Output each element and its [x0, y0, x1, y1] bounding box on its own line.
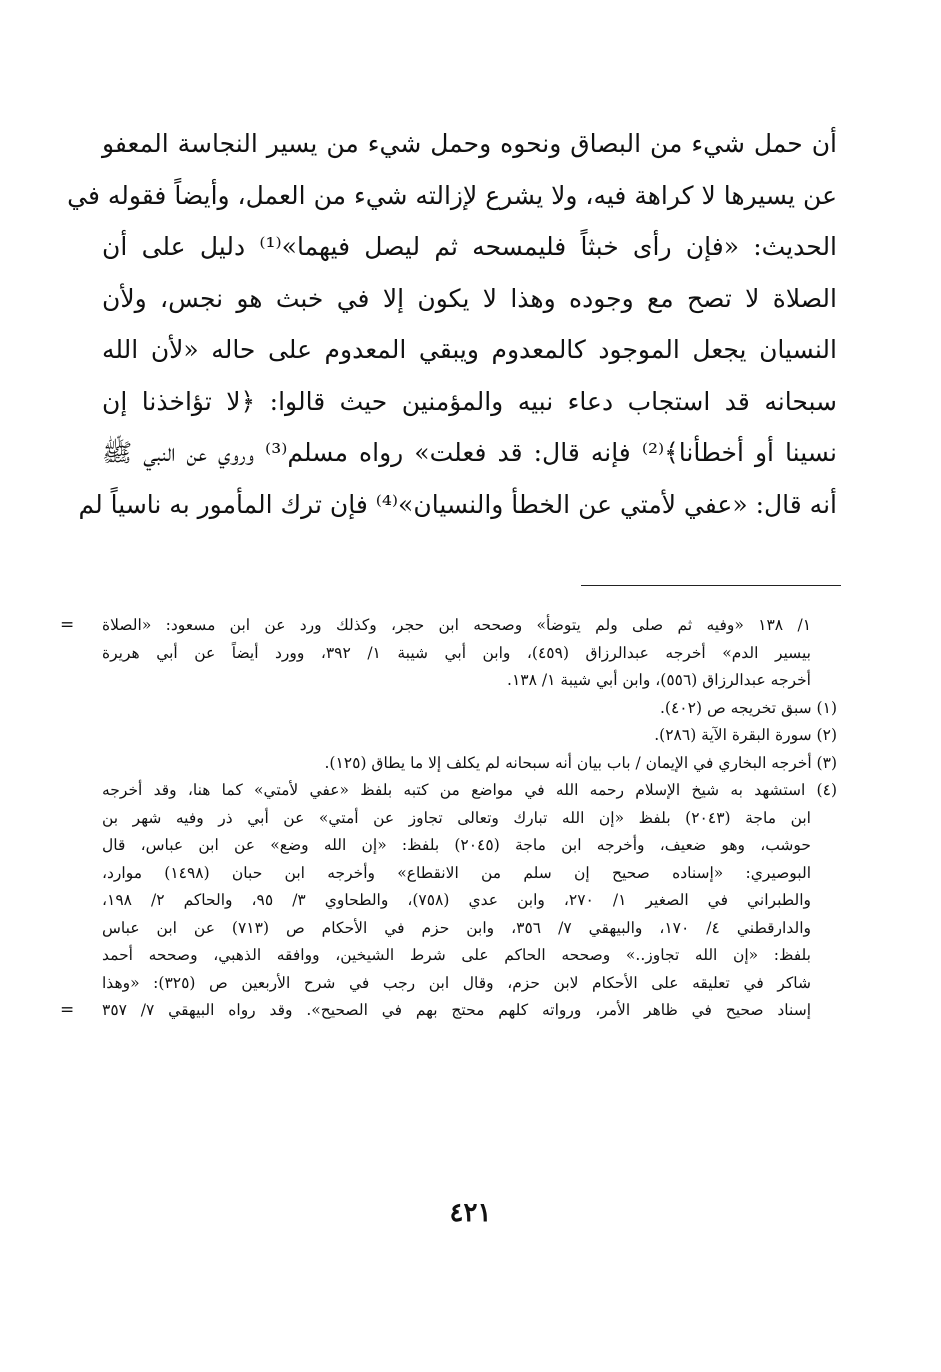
footnote-line: البوصيري: «إسناده صحيح إن سلم من الانقطاع» وأخرجه ابن حبان (١٤٩٨) موارد،: [102, 863, 811, 882]
main-text-block: [67, 118, 838, 530]
footnote-line: ابن ماجة (٢٠٤٣) بلفظ «إن الله تبارك وتعالى تجاوز عن أمتي» عن أبي ذر وفيه شهر بن: [102, 808, 811, 827]
footnote-continuation: [60, 612, 837, 695]
footnotes-block: [60, 612, 837, 1025]
main-text-line: النسيان يجعل الموجود كالمعدوم ويبقي المعدوم على حاله «لأن الله: [102, 335, 837, 364]
footnote-line: بلفظ: «إن الله تجاوز..» وصححه الحاكم على شرط الشيخين، ووافقه الذهبي، وصححه أحمد: [102, 946, 811, 964]
end-marker: =: [60, 1000, 75, 1020]
footnote-3: (٣) أخرجه البخاري في الإيمان / باب بيان أنه سبحانه لم يكلف إلا ما يطاق (١٢٥).: [324, 753, 837, 772]
footnote-line: [60, 997, 837, 1025]
footnote-line: أخرجه عبدالرزاق (٥٥٦)، وابن أبي شيبة ١/ ١٣٨.: [507, 671, 811, 689]
footnote-line: شاكر في تعليقه على الأحكام لابن حزم، وقال ابن رجب في شرح الأربعين ص (٣٢٥): «وهذا: [102, 973, 812, 992]
footnote-4: [60, 777, 837, 1025]
footnote-line: والطبراني في الصغير ١/ ٢٧٠، وابن عدي (٧٥٨)، والطحاوي ٣/ ٩٥، والحاكم ٢/ ١٩٨،: [102, 891, 811, 909]
main-text-line: أن حمل شيء من البصاق ونحوه وحمل شيء من يسير النجاسة المعفو: [102, 129, 837, 158]
main-text-line: نسينا أو أخطأنا﴾⁽²⁾ فإنه قال: قد فعلت» رواه مسلم⁽³⁾ وروي عن النبي ﷺ: [102, 438, 837, 467]
footnote-line: والدارقطني ٤/ ١٧٠، والبيهقي ٧/ ٣٥٦، وابن حزم في الأحكام ص (٧١٣) عن ابن عباس: [102, 918, 812, 937]
footnote-line-text: إسناد صحيح في ظاهر الأمر، ورواته كلهم محتج بهم في الصحيح». وقد رواه البيهقي ٧/ ٣٥٧: [102, 1001, 812, 1019]
footnote-2: (٢) سورة البقرة الآية (٢٨٦).: [654, 726, 837, 744]
footnote-line-text: ١/ ١٣٨ «وفيه ثم صلى ولم يتوضأ» وصححه ابن حجر، وكذلك ورد عن ابن مسعود: «الصلاة: [102, 616, 812, 634]
main-text-line: الصلاة لا تصح مع وجوده وهذا لا يكون إلا في خبث هو نجس، ولأن: [102, 283, 837, 313]
footnote-1: (١) سبق تخريجه ص (٤٠٢).: [660, 698, 837, 717]
main-text-line: الحديث: «فإن رأى خبثاً فليمسحه ثم ليصل فيهما»⁽¹⁾ دليل على أن: [102, 232, 838, 261]
footnote-separator: [581, 585, 841, 586]
footnote-line: [60, 612, 837, 640]
main-text-line: سبحانه قد استجاب دعاء نبيه والمؤمنين حيث قالوا: ﴿لا تؤاخذنا إن: [102, 386, 837, 416]
page-number: ٤٢١: [449, 1198, 492, 1228]
footnote-line: بيسير الدم» أخرجه عبدالرزاق (٤٥٩)، وابن أبي شيبة ١/ ٣٩٢، وورد أيضاً عن أبي هريرة: [102, 643, 811, 662]
footnote-line: (٤) استشهد به شيخ الإسلام رحمه الله في مواضع من كتبه بلفظ «عفي لأمتي» كما هنا، وقد أخرجه: [102, 781, 837, 799]
main-text-line: عن يسيرها لا كراهة فيه، ولا يشرع لإزالته شيء من العمل، وأيضاً فقوله في: [67, 180, 837, 210]
continuation-marker: =: [60, 615, 75, 635]
footnote-line: حوشب، وهو ضعيف، وأخرجه ابن ماجة (٢٠٤٥) بلفظ: «إن الله وضع» عن ابن عباس، قال: [102, 836, 812, 854]
main-text-line: أنه قال: «عفي لأمتي عن الخطأ والنسيان»⁽⁴⁾ فإن ترك المأمور به ناسياً لم: [78, 489, 837, 519]
